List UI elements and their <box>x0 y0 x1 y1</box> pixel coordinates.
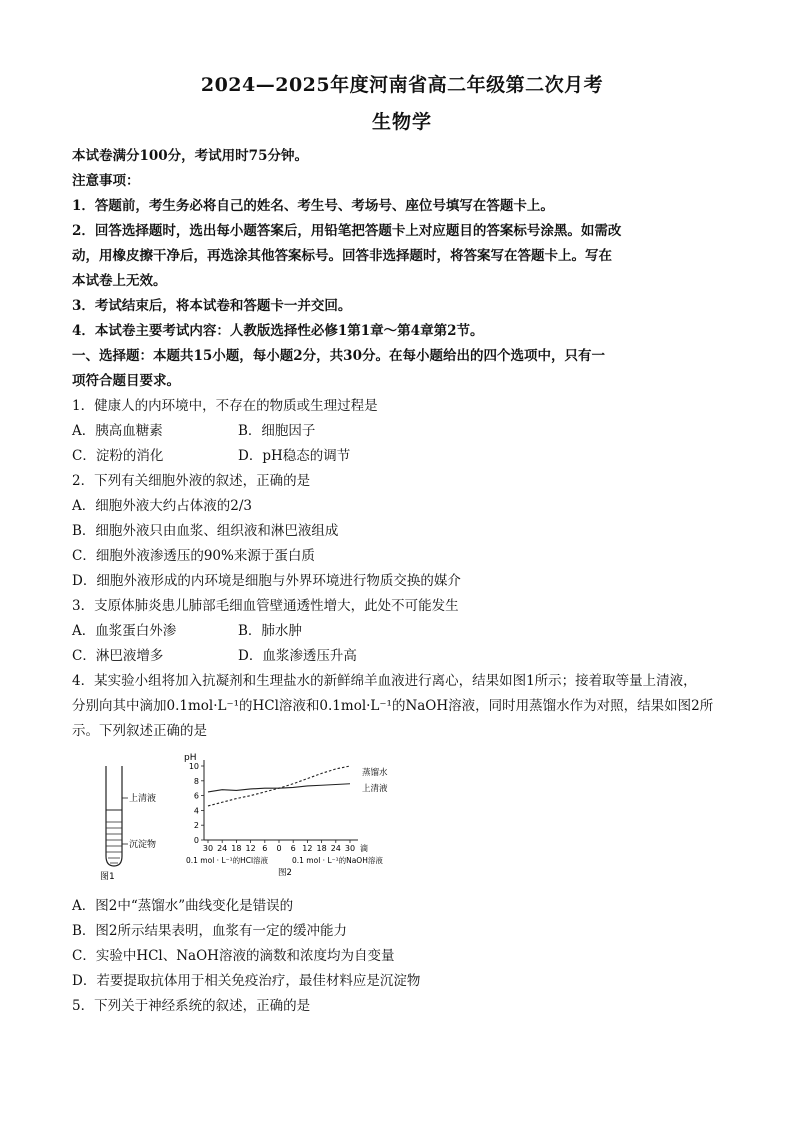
figure2-caption: 图2 <box>278 868 292 878</box>
note-line: 3．考试结束后，将本试卷和答题卡一并交回。 <box>72 298 352 314</box>
section-heading-cont: 项符合题目要求。 <box>72 373 180 389</box>
y-tick-label: 0 <box>193 836 199 845</box>
series-line-supernatant <box>208 784 350 792</box>
option: C．淋巴液增多 <box>72 648 164 664</box>
option: D．pH稳态的调节 <box>238 448 351 464</box>
x-tick-label: 6 <box>290 844 296 853</box>
note-line: 4．本试卷主要考试内容：人教版选择性必修1第1章～第4章第2节。 <box>72 323 484 339</box>
exam-intro: 本试卷满分100分，考试用时75分钟。 <box>72 148 308 164</box>
legend-water: 蒸馏水 <box>362 768 388 778</box>
note-line: 2．回答选择题时，选出每小题答案后，用铅笔把答题卡上对应题目的答案标号涂黑。如需改 <box>72 223 622 239</box>
x-tick-label: 12 <box>302 844 313 853</box>
x-tick-label: 12 <box>245 844 256 853</box>
option: A．图2中“蒸馏水”曲线变化是错误的 <box>72 898 294 914</box>
q1-stem: 1．健康人的内环境中，不存在的物质或生理过程是 <box>72 398 378 414</box>
option: B．肺水肿 <box>238 623 302 639</box>
x-tick-label: 18 <box>316 844 327 853</box>
option: A．血浆蛋白外渗 <box>72 623 177 639</box>
y-tick-label: 10 <box>188 762 199 771</box>
q4-figures <box>72 750 732 890</box>
x-tick-label: 24 <box>330 844 341 853</box>
option: B．细胞因子 <box>238 423 316 439</box>
x-tick-label: 24 <box>217 844 228 853</box>
legend-supernatant: 上清液 <box>362 784 388 794</box>
exam-page <box>72 70 732 1019</box>
note-line: 1．答题前，考生务必将自己的姓名、考生号、考场号、座位号填写在答题卡上。 <box>72 198 554 214</box>
x-tick-label: 30 <box>344 844 356 853</box>
option: B．细胞外液只由血浆、组织液和淋巴液组成 <box>72 523 339 539</box>
option: D．若要提取抗体用于相关免疫治疗，最佳材料应是沉淀物 <box>72 973 421 989</box>
y-axis-label: pH <box>184 753 197 763</box>
x-label-naoh: 0.1 mol · L⁻¹的NaOH溶液 <box>292 856 383 865</box>
option: C．实验中HCl、NaOH溶液的滴数和浓度均为自变量 <box>72 948 395 964</box>
q4-stem: 分别向其中滴加0.1mol·L⁻¹的HCl溶液和0.1mol·L⁻¹的NaOH溶液，同时用蒸馏水作为对照，结果如图2所 <box>72 698 714 714</box>
x-tick-label: 30 <box>202 844 214 853</box>
option: C．细胞外液渗透压的90%来源于蛋白质 <box>72 548 315 564</box>
x-axis-unit: 滴 <box>360 844 368 853</box>
q5-stem: 5．下列关于神经系统的叙述，正确的是 <box>72 998 311 1014</box>
x-tick-label: 6 <box>262 844 268 853</box>
q3-stem: 3．支原体肺炎患儿肺部毛细血管壁通透性增大，此处不可能发生 <box>72 598 459 614</box>
exam-title: 2024—2025年度河南省高二年级第二次月考 <box>200 74 604 96</box>
x-tick-label: 0 <box>276 844 282 853</box>
q4-stem: 示。下列叙述正确的是 <box>72 723 207 739</box>
option: D．细胞外液形成的内环境是细胞与外界环境进行物质交换的媒介 <box>72 573 461 589</box>
y-tick-label: 8 <box>193 776 199 786</box>
figure1-caption: 图1 <box>100 872 115 880</box>
option: B．图2所示结果表明，血浆有一定的缓冲能力 <box>72 923 348 939</box>
option: A．胰高血糖素 <box>72 423 163 439</box>
q1-options-ab <box>72 419 732 444</box>
section-heading: 一、选择题：本题共15小题，每小题2分，共30分。在每小题给出的四个选项中，只有一 <box>72 348 605 364</box>
supernatant-label: 上清液 <box>129 794 157 804</box>
ph-line-chart <box>182 750 422 882</box>
q4-stem: 4．某实验小组将加入抗凝剂和生理盐水的新鲜绵羊血液进行离心，结果如图1所示；接着取等量上清液， <box>72 673 697 689</box>
option: D．血浆渗透压升高 <box>238 648 357 664</box>
x-label-hcl: 0.1 mol · L⁻¹的HCl溶液 <box>186 856 269 865</box>
q1-options-cd <box>72 444 732 469</box>
q2-stem: 2．下列有关细胞外液的叙述，正确的是 <box>72 473 311 489</box>
y-tick-label: 4 <box>193 806 199 816</box>
series-line-water <box>208 766 350 806</box>
q3-options-cd <box>72 644 732 669</box>
y-tick-label: 6 <box>193 791 199 801</box>
q3-options-ab <box>72 619 732 644</box>
option: C．淀粉的消化 <box>72 448 164 464</box>
y-tick-label: 2 <box>193 821 199 831</box>
x-tick-label: 18 <box>231 844 242 853</box>
option: A．细胞外液大约占体液的2/3 <box>72 498 252 514</box>
note-line: 动，用橡皮擦干净后，再选涂其他答案标号。回答非选择题时，将答案写在答题卡上。写在 <box>72 248 612 264</box>
sediment-label: 沉淀物 <box>129 840 157 850</box>
notes-heading: 注意事项： <box>72 173 140 189</box>
subject-title: 生物学 <box>371 111 432 133</box>
note-line: 本试卷上无效。 <box>72 273 167 289</box>
